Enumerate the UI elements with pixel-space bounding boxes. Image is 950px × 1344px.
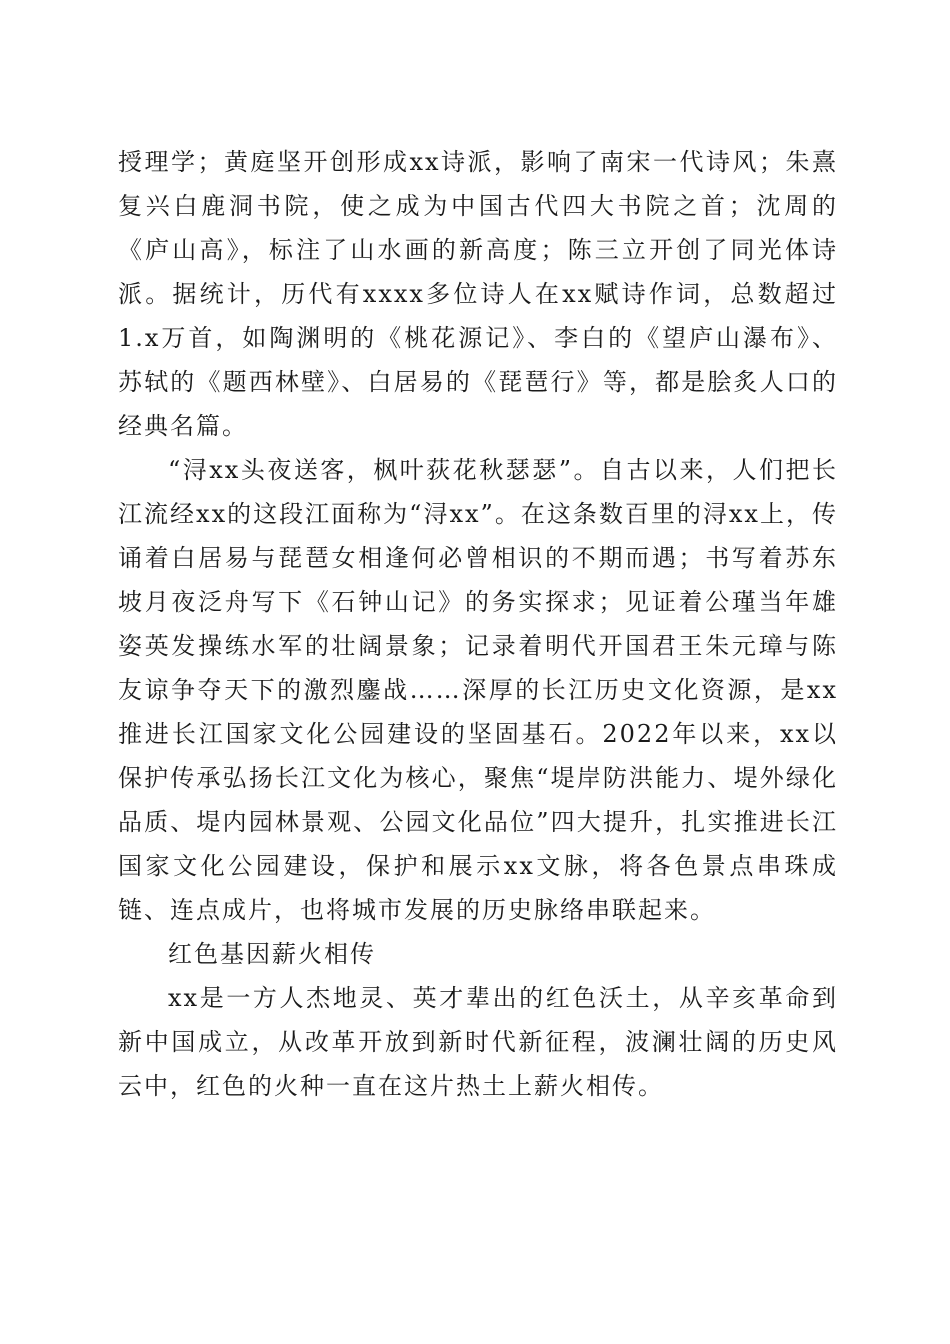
section-heading-red-gene: 红色基因薪火相传: [168, 940, 376, 968]
paragraph-red-land: xx是一方人杰地灵、英才辈出的红色沃土，从辛亥革命到新中国成立，从改革开放到新时代新征程，波澜壮阔的历史风云中，红色的火种一直在这片热土上薪火相传。: [118, 984, 838, 1100]
paragraph-xunyang-river: “浔xx头夜送客，枫叶荻花秋瑟瑟”。自古以来，人们把长江流经xx的这段江面称为“浔xx”。在这条数百里的浔xx上，传诵着白居易与琵琶女相逢何必曾相识的不期而遇；书写着苏东坡月夜泛舟写下《石钟山记》的务实探求；见证着公瑾当年雄姿英发操练水军的壮阔景象；记录着明代开国君王朱元璋与陈友谅争夺天下的激烈鏖战……深厚的长江历史文化资源，是xx推进长江国家文化公园建设的坚固基石。2022年以来，xx以保护传承弘扬长江文化为核心，聚焦“堤岸防洪能力、堤外绿化品质、堤内园林景观、公园文化品位”四大提升，扎实推进长江国家文化公园建设，保护和展示xx文脉，将各色景点串珠成链、连点成片，也将城市发展的历史脉络串联起来。: [118, 456, 838, 924]
paragraph-continuation: 授理学；黄庭坚开创形成xx诗派，影响了南宋一代诗风；朱熹复兴白鹿洞书院，使之成为中国古代四大书院之首；沈周的《庐山高》，标注了山水画的新高度；陈三立开创了同光体诗派。据统计，历代有xxxx多位诗人在xx赋诗作词，总数超过1.x万首，如陶渊明的《桃花源记》、李白的《望庐山瀑布》、苏轼的《题西林壁》、白居易的《琵琶行》等，都是脍炙人口的经典名篇。: [118, 148, 838, 440]
document-body: [118, 140, 838, 1108]
